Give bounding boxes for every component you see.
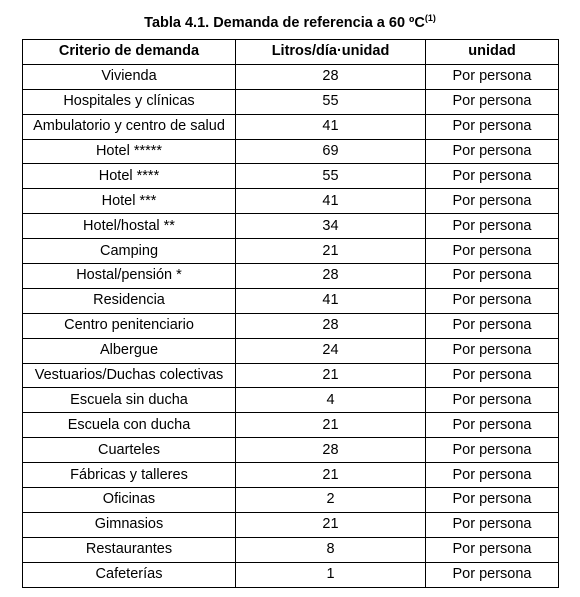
cell-litros: 21 — [236, 413, 426, 438]
table-caption — [0, 13, 580, 33]
cell-unidad: Por persona — [426, 413, 559, 438]
caption-text: Tabla 4.1. Demanda de referencia a 60 ºC — [144, 15, 425, 31]
cell-unidad: Por persona — [426, 239, 559, 264]
cell-unidad: Por persona — [426, 388, 559, 413]
cell-unidad: Por persona — [426, 463, 559, 488]
cell-unidad: Por persona — [426, 288, 559, 313]
table-header — [23, 40, 559, 65]
header-litros: Litros/día·unidad — [236, 40, 426, 65]
cell-unidad: Por persona — [426, 139, 559, 164]
table-row — [23, 139, 559, 164]
cell-unidad: Por persona — [426, 537, 559, 562]
cell-litros: 21 — [236, 463, 426, 488]
cell-litros: 41 — [236, 189, 426, 214]
header-row — [23, 40, 559, 65]
cell-unidad: Por persona — [426, 488, 559, 513]
table-row — [23, 239, 559, 264]
header-unidad: unidad — [426, 40, 559, 65]
cell-criterio: Centro penitenciario — [23, 313, 236, 338]
cell-criterio: Cafeterías — [23, 562, 236, 587]
cell-criterio: Escuela con ducha — [23, 413, 236, 438]
table-row — [23, 114, 559, 139]
cell-unidad: Por persona — [426, 89, 559, 114]
cell-criterio: Escuela sin ducha — [23, 388, 236, 413]
cell-litros: 69 — [236, 139, 426, 164]
table-row — [23, 488, 559, 513]
cell-unidad: Por persona — [426, 189, 559, 214]
table-row — [23, 388, 559, 413]
cell-unidad: Por persona — [426, 338, 559, 363]
cell-litros: 21 — [236, 239, 426, 264]
cell-litros: 1 — [236, 562, 426, 587]
cell-criterio: Restaurantes — [23, 537, 236, 562]
cell-litros: 21 — [236, 512, 426, 537]
cell-litros: 21 — [236, 363, 426, 388]
demand-table — [22, 39, 559, 588]
cell-criterio: Hotel *** — [23, 189, 236, 214]
table-row — [23, 562, 559, 587]
cell-unidad: Por persona — [426, 164, 559, 189]
table-row — [23, 214, 559, 239]
cell-criterio: Oficinas — [23, 488, 236, 513]
cell-litros: 55 — [236, 164, 426, 189]
table-row — [23, 189, 559, 214]
table-row — [23, 288, 559, 313]
cell-litros: 41 — [236, 114, 426, 139]
cell-unidad: Por persona — [426, 214, 559, 239]
table-row — [23, 313, 559, 338]
cell-criterio: Camping — [23, 239, 236, 264]
table-row — [23, 537, 559, 562]
cell-criterio: Cuarteles — [23, 438, 236, 463]
cell-criterio: Hotel ***** — [23, 139, 236, 164]
table-row — [23, 264, 559, 289]
cell-litros: 4 — [236, 388, 426, 413]
cell-unidad: Por persona — [426, 438, 559, 463]
cell-unidad: Por persona — [426, 363, 559, 388]
table-row — [23, 438, 559, 463]
cell-criterio: Ambulatorio y centro de salud — [23, 114, 236, 139]
cell-criterio: Hotel **** — [23, 164, 236, 189]
table-row — [23, 64, 559, 89]
table-row — [23, 338, 559, 363]
table-row — [23, 512, 559, 537]
cell-criterio: Gimnasios — [23, 512, 236, 537]
cell-litros: 24 — [236, 338, 426, 363]
table-row — [23, 363, 559, 388]
cell-unidad: Por persona — [426, 562, 559, 587]
cell-litros: 2 — [236, 488, 426, 513]
table-row — [23, 413, 559, 438]
cell-criterio: Hospitales y clínicas — [23, 89, 236, 114]
cell-criterio: Albergue — [23, 338, 236, 363]
cell-litros: 28 — [236, 313, 426, 338]
table-row — [23, 463, 559, 488]
cell-criterio: Vestuarios/Duchas colectivas — [23, 363, 236, 388]
cell-criterio: Vivienda — [23, 64, 236, 89]
cell-criterio: Fábricas y talleres — [23, 463, 236, 488]
cell-litros: 28 — [236, 264, 426, 289]
cell-litros: 34 — [236, 214, 426, 239]
cell-criterio: Residencia — [23, 288, 236, 313]
cell-criterio: Hostal/pensión * — [23, 264, 236, 289]
cell-unidad: Por persona — [426, 264, 559, 289]
table-body — [23, 64, 559, 587]
header-criterio: Criterio de demanda — [23, 40, 236, 65]
cell-litros: 28 — [236, 438, 426, 463]
cell-litros: 55 — [236, 89, 426, 114]
table-row — [23, 89, 559, 114]
cell-unidad: Por persona — [426, 512, 559, 537]
table-row — [23, 164, 559, 189]
cell-litros: 28 — [236, 64, 426, 89]
cell-unidad: Por persona — [426, 313, 559, 338]
cell-unidad: Por persona — [426, 64, 559, 89]
cell-litros: 8 — [236, 537, 426, 562]
cell-litros: 41 — [236, 288, 426, 313]
caption-note-marker: (1) — [424, 13, 436, 23]
cell-unidad: Por persona — [426, 114, 559, 139]
cell-criterio: Hotel/hostal ** — [23, 214, 236, 239]
